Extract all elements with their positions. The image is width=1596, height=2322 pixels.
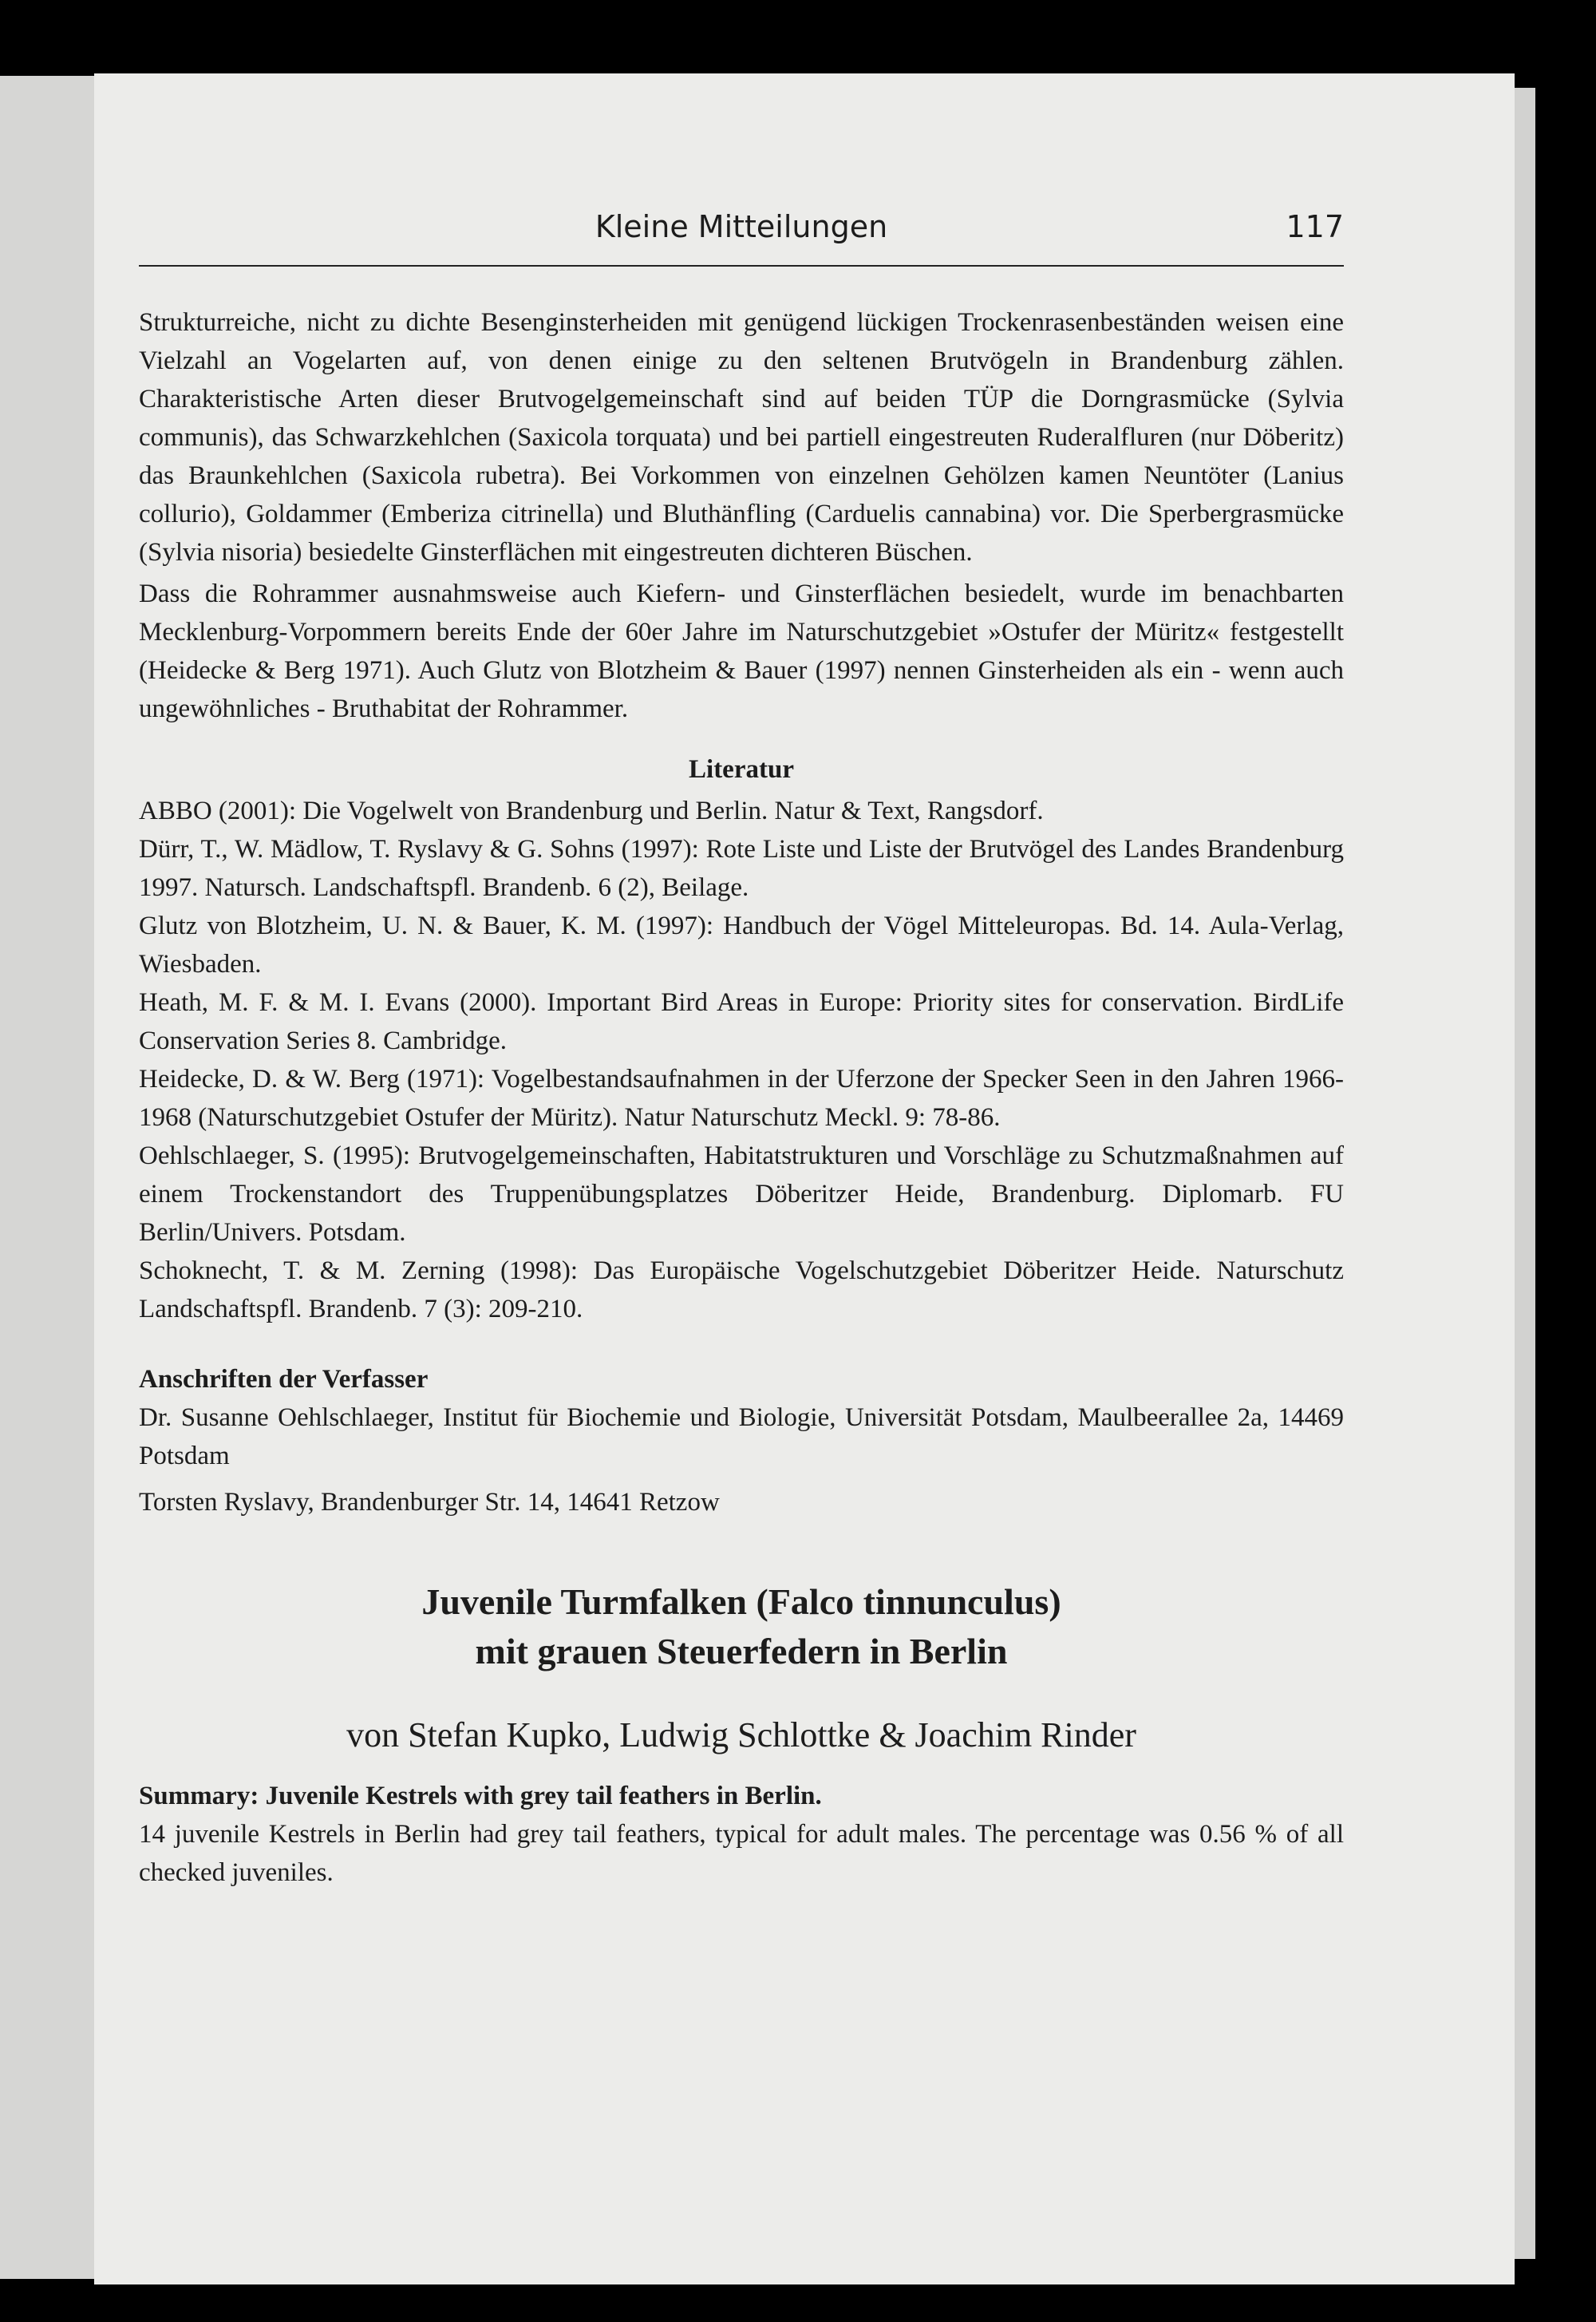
reference-4: Heath, M. F. & M. I. Evans (2000). Important Bird Areas in Europe: Priority sites for conservation. BirdLife Conservation Series 8. Cambridge. (139, 988, 1344, 1055)
paragraph-1: Strukturreiche, nicht zu dichte Besenginsterheiden mit genügend lückigen Trockenrasenbeständen weisen eine Vielzahl an Vogelarten auf, von denen einige zu den seltenen Brutvögeln in Brandenburg zählen. Charakteristische Arten dieser Brutvogelgemeinschaft sind auf beiden TÜP die Dorngrasmücke (Sylvia communis), das Schwarzkehlchen (Saxicola torquata) und bei partiell eingestreuten Ruderalfluren (nur Döberitz) das Braunkehlchen (Saxicola rubetra). Bei Vorkommen von einzelnen Gehölzen kamen Neuntöter (Lanius collurio), Goldammer (Emberiza citrinella) und Bluthänfling (Carduelis cannabina) vor. Die Sperbergrasmücke (Sylvia nisoria) besiedelte Ginsterflächen mit eingestreuten dichteren Büschen. (139, 308, 1344, 567)
reference-2: Dürr, T., W. Mädlow, T. Ryslavy & G. Sohns (1997): Rote Liste und Liste der Brutvögel des Landes Brandenburg 1997. Natursch. Landschaftspfl. Brandenb. 6 (2), Beilage. (139, 835, 1344, 902)
facing-page-edge (0, 76, 94, 2279)
article-authors: von Stefan Kupko, Ludwig Schlottke & Joachim Rinder (346, 1715, 1136, 1754)
address-2: Torsten Ryslavy, Brandenburger Str. 14, 14641 Retzow (139, 1488, 720, 1517)
reference-7: Schoknecht, T. & M. Zerning (1998): Das Europäische Vogelschutzgebiet Döberitzer Heide. Naturschutz Landschaftspfl. Brandenb. 7 (3): 209-210. (139, 1256, 1344, 1323)
page-number: 117 (1286, 209, 1344, 244)
reference-6: Oehlschlaeger, S. (1995): Brutvogelgemeinschaften, Habitatstrukturen und Vorschläge zu Schutzmaßnahmen auf einem Trockenstandort des Truppenübungsplatzes Döberitzer Heide, Brandenburg. Diplomarb. FU Berlin/Univers. Potsdam. (139, 1141, 1344, 1247)
reference-3: Glutz von Blotzheim, U. N. & Bauer, K. M. (1997): Handbuch der Vögel Mitteleuropas. Bd. 14. Aula-Verlag, Wiesbaden. (139, 912, 1344, 979)
paragraph-2: Dass die Rohrammer ausnahmsweise auch Kiefern- und Ginsterflächen besiedelt, wurde im benachbarten Mecklenburg-Vorpommern bereits Ende der 60er Jahre im Naturschutzgebiet »Ostufer der Müritz« festgestellt (Heidecke & Berg 1971). Auch Glutz von Blotzheim & Bauer (1997) nennen Ginsterheiden als ein - wenn auch ungewöhnliches - Bruthabitat der Rohrammer. (139, 580, 1344, 723)
article-title-line-1: Juvenile Turmfalken (Falco tinnunculus) (421, 1581, 1061, 1622)
header-title: Kleine Mitteilungen (595, 209, 888, 244)
page (94, 73, 1515, 2284)
literature-heading: Literatur (689, 755, 794, 784)
page-edge (1515, 88, 1535, 2259)
address-1: Dr. Susanne Oehlschlaeger, Institut für Biochemie und Biologie, Universität Potsdam, Maulbeerallee 2a, 14469 Potsdam (139, 1403, 1344, 1470)
addresses-heading: Anschriften der Verfasser (139, 1365, 429, 1394)
reference-5: Heidecke, D. & W. Berg (1971): Vogelbestandsaufnahmen in der Uferzone der Specker Seen in den Jahren 1966-1968 (Naturschutzgebiet Ostufer der Müritz). Natur Naturschutz Meckl. 9: 78-86. (139, 1065, 1344, 1132)
body (139, 303, 1344, 1892)
article-title-line-2: mit grauen Steuerfedern in Berlin (475, 1631, 1008, 1671)
running-header (139, 209, 1344, 267)
article-title (139, 1577, 1344, 1676)
summary-text: 14 juvenile Kestrels in Berlin had grey tail feathers, typical for adult males. The percentage was 0.56 % of all checked juveniles. (139, 1820, 1344, 1887)
reference-1: ABBO (2001): Die Vogelwelt von Brandenburg und Berlin. Natur & Text, Rangsdorf. (139, 797, 1044, 825)
summary-heading: Summary: Juvenile Kestrels with grey tail feathers in Berlin. (139, 1782, 822, 1810)
